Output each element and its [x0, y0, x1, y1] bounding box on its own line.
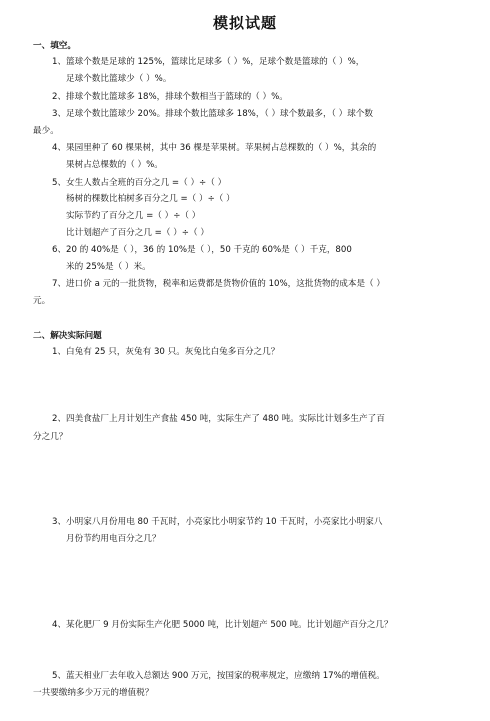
question-5-line-3: 实际节约了百分之几 =（ ）÷（ ） [66, 211, 201, 221]
problem-1: 1、白兔有 25 只，灰兔有 30 只。灰兔比白兔多百分之几？ [52, 347, 280, 357]
problem-5-line-2: 一共要缴纳多少万元的增值税？ [33, 688, 154, 698]
question-4-line-2: 果树占总棵数的（ ）%。 [66, 160, 163, 170]
section-heading-word-problems: 二、解决实际问题 [33, 331, 102, 341]
section-heading-fill-in: 一、填空。 [33, 41, 76, 51]
problem-3-line-1: 3、小明家八月份用电 80 千瓦时，小亮家比小明家节约 10 千瓦时，小亮家比小明家八 [52, 517, 383, 527]
question-2: 2、排球个数比篮球多 18%，排球个数相当于篮球的（ ）%。 [52, 92, 288, 102]
question-7-line-1: 7、进口价 a 元的一批货物，税率和运费都是货物价值的 10%，这批货物的成本是（ ） [52, 279, 385, 289]
problem-2-line-2: 分之几？ [33, 432, 68, 442]
question-4-line-1: 4、果园里种了 60 棵果树，其中 36 棵是苹果树。苹果树占总棵数的（ ）%，其余的 [52, 143, 377, 153]
question-5-line-4: 比计划超产了百分之几 =（ ）÷（ ） [66, 228, 209, 238]
problem-4: 4、某化肥厂 9 月份实际生产化肥 5000 吨，比计划超产 500 吨。比计划超产百分之几？ [52, 620, 393, 630]
question-7-line-2: 元。 [33, 296, 51, 306]
problem-2-line-1: 2、四美食盐厂上月计划生产食盐 450 吨，实际生产了 480 吨。实际比计划多生产了百 [52, 414, 385, 424]
problem-5-line-1: 5、蓝天相业厂去年收入总额达 900 万元，按国家的税率规定，应缴纳 17%的增值税。 [52, 671, 385, 681]
question-6-line-1: 6、20 的 40%是（ ），36 的 10%是（ ），50 千克的 60%是（ ）千克，800 [52, 245, 352, 255]
problem-3-line-2: 月份节约用电百分之几？ [66, 534, 161, 544]
question-5-line-2: 杨树的棵数比柏树多百分之几 =（ ）÷（ ） [66, 194, 235, 204]
question-1-line-1: 1、篮球个数是足球的 125%，篮球比足球多（ ）%，足球个数是篮球的（ ）%， [52, 57, 365, 67]
question-3-line-1: 3、足球个数比篮球少 20%。排球个数比篮球多 18%，（ ）球个数最多，（ ）球个数 [52, 109, 373, 119]
question-1-line-2: 足球个数比篮球少（ ）%。 [66, 74, 172, 84]
question-3-line-2: 最少。 [33, 126, 59, 136]
question-6-line-2: 米的 25%是（ ）米。 [66, 262, 151, 272]
page-title: 模拟试题 [212, 14, 277, 32]
question-5-line-1: 5、女生人数占全班的百分之几 =（ ）÷（ ） [52, 178, 227, 188]
